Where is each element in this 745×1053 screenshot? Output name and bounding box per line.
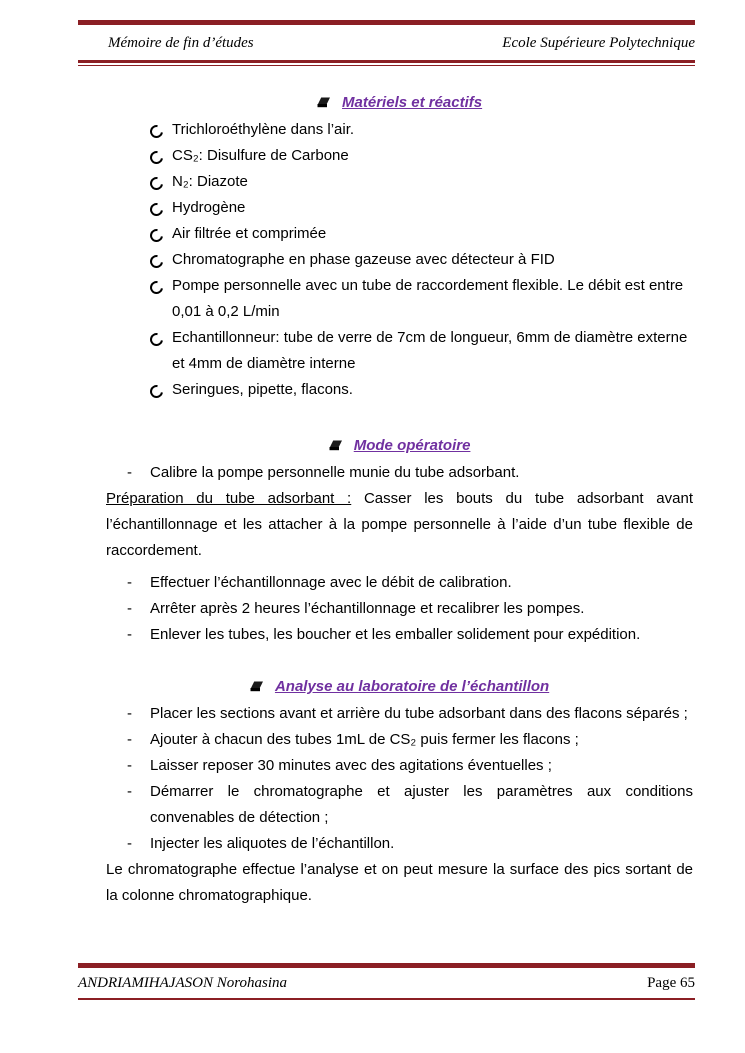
circle-bullet-icon [147, 174, 165, 192]
dash-bullet: - [127, 783, 132, 800]
circle-bullet-icon [147, 226, 165, 244]
list-item-text: Laisser reposer 30 minutes avec des agitations éventuelles ; [150, 757, 552, 774]
section-heading-mode-operatoire [106, 433, 693, 460]
section-title-text: Mode opératoire [353, 437, 471, 454]
header-right-title: Ecole Supérieure Polytechnique [502, 35, 695, 51]
dash-bullet: - [127, 757, 132, 774]
list-item [106, 831, 693, 857]
circle-bullet-icon [147, 200, 165, 218]
list-item [106, 460, 693, 486]
books-icon [329, 434, 343, 460]
list-item [106, 727, 693, 753]
section-heading-materiels [106, 90, 693, 117]
list-item-text: Calibre la pompe personnelle munie du tube adsorbant. [150, 464, 520, 481]
list-item-text: CS₂: Disulfure de Carbone [172, 147, 349, 164]
dash-bullet: - [127, 731, 132, 748]
list-item-text: Démarrer le chromatographe et ajuster les paramètres aux conditions convenables de détection ; [150, 783, 693, 826]
paragraph-text: Casser les bouts du tube adsorbant avant l’échantillonnage et les attacher à la pompe personnelle à l’aide d’un tube flexible de raccordement. [106, 490, 694, 559]
footer-top-rule [78, 963, 695, 968]
mode-list-after [106, 570, 693, 648]
dash-bullet: - [127, 464, 132, 481]
footer-page-number: Page 65 [647, 975, 695, 991]
circle-bullet-icon [147, 330, 165, 348]
dash-bullet: - [127, 574, 132, 591]
list-item [106, 195, 693, 221]
list-item [106, 779, 693, 831]
materials-list [106, 117, 693, 403]
list-item-text: Seringues, pipette, flacons. [172, 381, 353, 398]
page-footer [0, 963, 745, 1000]
list-item [106, 273, 693, 325]
circle-bullet-icon [147, 252, 165, 270]
list-item [106, 247, 693, 273]
list-item-text: Chromatographe en phase gazeuse avec détecteur à FID [172, 251, 555, 268]
dash-bullet: - [127, 626, 132, 643]
books-icon [317, 91, 331, 117]
section-heading-analyse [106, 674, 693, 701]
books-icon [250, 675, 264, 701]
list-item-text: Trichloroéthylène dans l’air. [172, 121, 355, 138]
circle-bullet-icon [147, 382, 165, 400]
list-item-text: Hydrogène [172, 199, 246, 216]
mode-list-before [106, 460, 693, 486]
list-item [106, 169, 693, 195]
section-title-text: Matériels et réactifs [342, 94, 483, 111]
analysis-list [106, 701, 693, 857]
header-top-rule [78, 20, 695, 25]
list-item-text: Effectuer l’échantillonnage avec le débit de calibration. [150, 574, 512, 591]
list-item [106, 325, 693, 377]
list-item [106, 753, 693, 779]
circle-bullet-icon [147, 148, 165, 166]
list-item-text: Placer les sections avant et arrière du tube adsorbant dans des flacons séparés ; [150, 705, 688, 722]
list-item-text: Echantillonneur: tube de verre de 7cm de longueur, 6mm de diamètre externe et 4mm de diamètre interne [172, 329, 688, 372]
dash-bullet: - [127, 600, 132, 617]
list-item-text: N₂: Diazote [172, 173, 248, 190]
list-item-text: Enlever les tubes, les boucher et les emballer solidement pour expédition. [150, 626, 641, 643]
list-item-text: Ajouter à chacun des tubes 1mL de CS₂ puis fermer les flacons ; [150, 731, 579, 748]
footer-row [78, 970, 695, 996]
list-item [106, 221, 693, 247]
circle-bullet-icon [147, 122, 165, 140]
list-item [106, 143, 693, 169]
closing-paragraph: Le chromatographe effectue l’analyse et on peut mesure la surface des pics sortant de la colonne chromatographique. [106, 861, 693, 904]
footer-author: ANDRIAMIHAJASON Norohasina [78, 975, 288, 991]
dash-bullet: - [127, 835, 132, 852]
footer-bottom-rule [78, 998, 695, 1000]
list-item-text: Air filtrée et comprimée [172, 225, 327, 242]
page-header [78, 29, 695, 57]
list-item [106, 701, 693, 727]
header-rule-thick [78, 60, 695, 63]
section-title-text: Analyse au laboratoire de l’échantillon [274, 678, 550, 695]
header-rule-thin [78, 65, 695, 66]
list-item-text: Arrêter après 2 heures l’échantillonnage et recalibrer les pompes. [150, 600, 585, 617]
header-left-title: Mémoire de fin d’études [108, 35, 254, 51]
circle-bullet-icon [147, 278, 165, 296]
paragraph-underlined-label: Préparation du tube adsorbant : [106, 490, 352, 507]
list-item [106, 377, 693, 403]
list-item-text: Injecter les aliquotes de l’échantillon. [150, 835, 395, 852]
header-double-rule [78, 60, 695, 66]
preparation-paragraph [106, 486, 693, 564]
list-item [106, 596, 693, 622]
list-item-text: Pompe personnelle avec un tube de raccordement flexible. Le débit est entre 0,01 à 0,2 L/min [172, 277, 684, 320]
list-item [106, 622, 693, 648]
list-item [106, 570, 693, 596]
dash-bullet: - [127, 705, 132, 722]
document-body [106, 90, 693, 909]
list-item [106, 117, 693, 143]
